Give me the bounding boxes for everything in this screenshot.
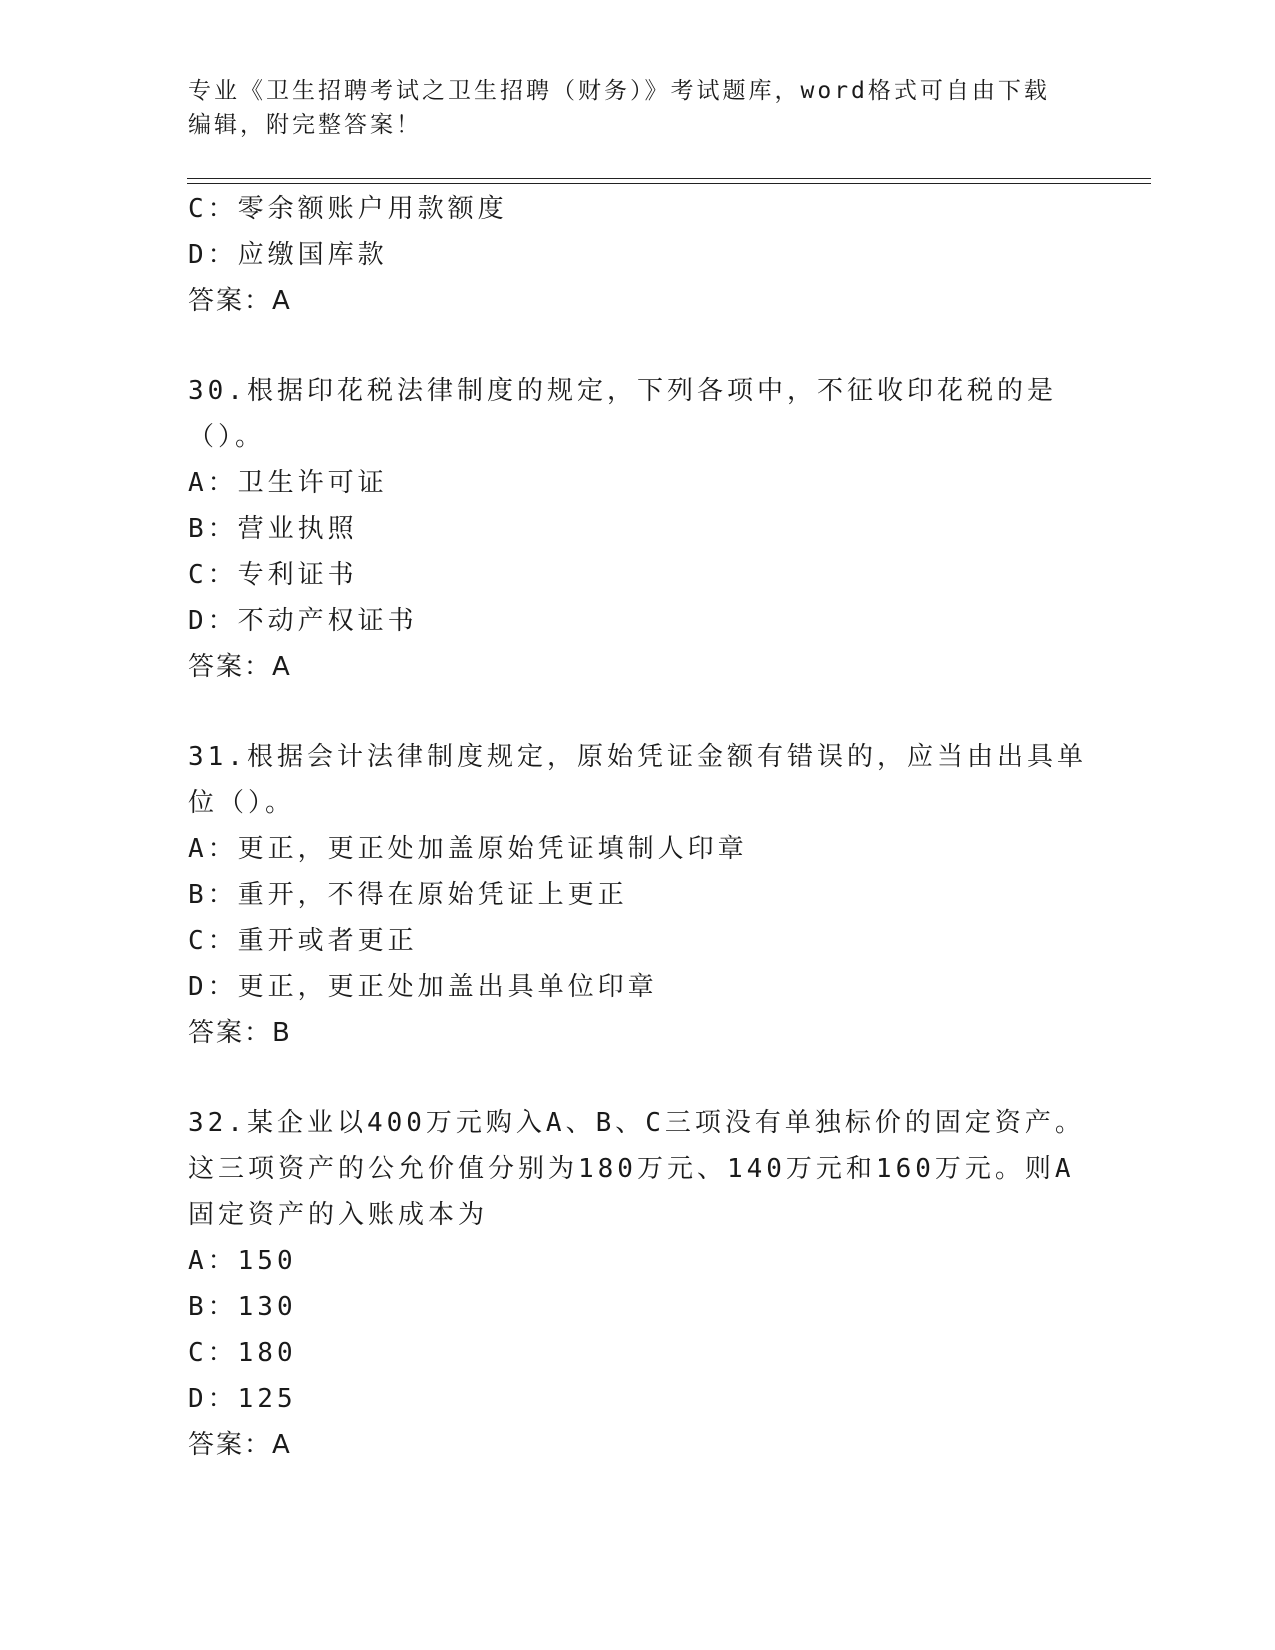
header-rule-bottom <box>187 183 1151 184</box>
option-a: A：150 <box>188 1246 297 1276</box>
question-stem: 31.根据会计法律制度规定，原始凭证金额有错误的，应当由出具单位（）。 <box>188 742 1087 818</box>
question-fragment <box>188 186 1088 324</box>
option-d: D：应缴国库款 <box>188 240 388 270</box>
option-c: C：重开或者更正 <box>188 926 418 956</box>
question-stem: 30.根据印花税法律制度的规定，下列各项中，不征收印花税的是（）。 <box>188 376 1057 452</box>
document-header: 专业《卫生招聘考试之卫生招聘（财务）》考试题库，word格式可自由下载编辑，附完整答案！ <box>188 78 1050 138</box>
option-b: B：营业执照 <box>188 514 358 544</box>
question-stem: 32.某企业以400万元购入A、B、C三项没有单独标价的固定资产。这三项资产的公允价值分别为180万元、140万元和160万元。则A固定资产的入账成本为 <box>188 1108 1085 1230</box>
option-a: A：卫生许可证 <box>188 468 388 498</box>
header-rule-top <box>187 178 1151 179</box>
option-c: C：零余额账户用款额度 <box>188 194 508 224</box>
answer-line: 答案：A <box>188 286 292 316</box>
question-31 <box>188 734 1088 1056</box>
option-c: C：180 <box>188 1338 297 1368</box>
question-list <box>188 186 1088 1468</box>
option-d: D：更正，更正处加盖出具单位印章 <box>188 972 658 1002</box>
question-30 <box>188 368 1088 690</box>
answer-line: 答案：B <box>188 1018 292 1048</box>
option-b: B：重开，不得在原始凭证上更正 <box>188 880 628 910</box>
option-b: B：130 <box>188 1292 297 1322</box>
option-a: A：更正，更正处加盖原始凭证填制人印章 <box>188 834 748 864</box>
option-c: C：专利证书 <box>188 560 358 590</box>
question-32 <box>188 1100 1088 1468</box>
option-d: D：125 <box>188 1384 297 1414</box>
answer-line: 答案：A <box>188 652 292 682</box>
option-d: D：不动产权证书 <box>188 606 418 636</box>
answer-line: 答案：A <box>188 1430 292 1460</box>
